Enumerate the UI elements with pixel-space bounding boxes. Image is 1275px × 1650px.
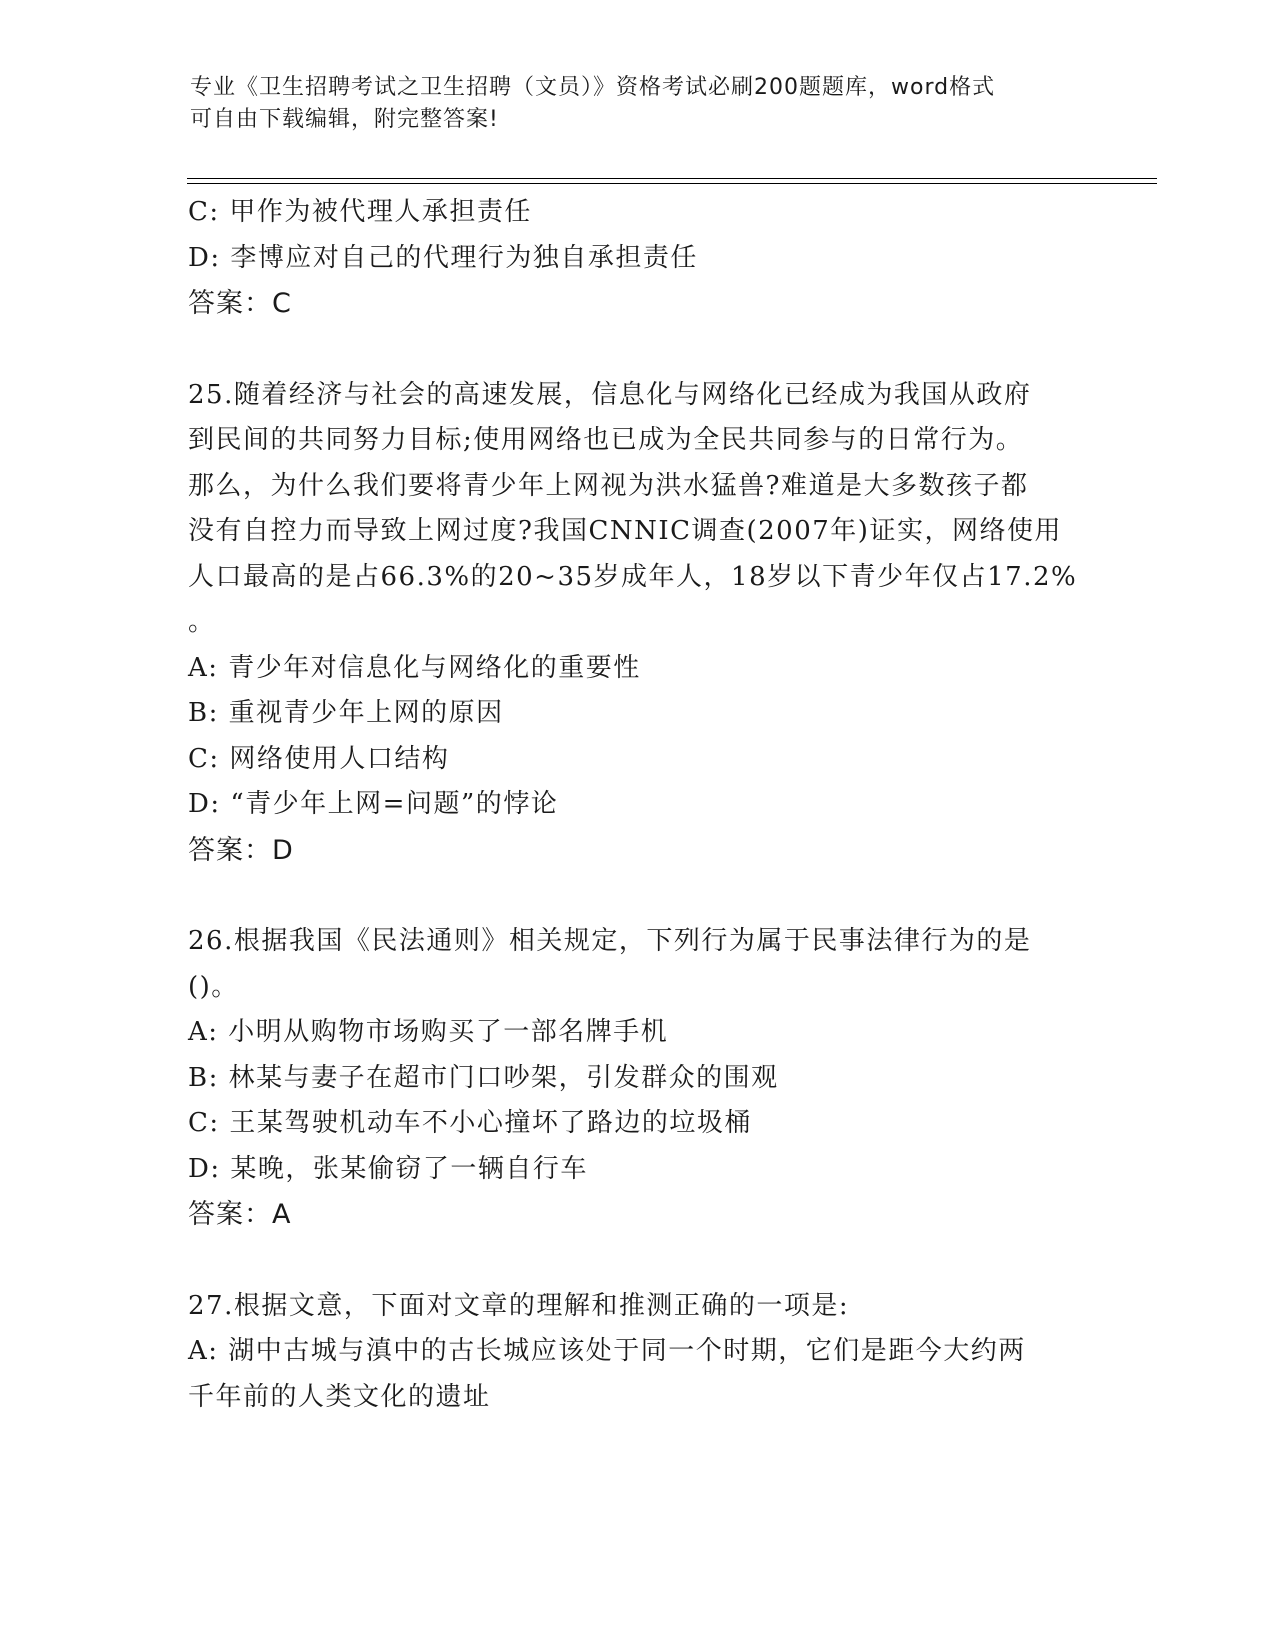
answer-line: 答案：C [188, 288, 292, 319]
option-c: C: 甲作为被代理人承担责任 [188, 197, 532, 227]
question-27 [188, 1284, 1088, 1421]
spacer [188, 873, 1088, 919]
spacer [188, 1238, 1088, 1284]
question-stem-line: 27.根据文意，下面对文章的理解和推测正确的一项是: [188, 1290, 850, 1321]
question-stem-line: 那么，为什么我们要将青少年上网视为洪水猛兽?难道是大多数孩子都 [188, 470, 1029, 501]
question-25 [188, 373, 1088, 874]
question-stem-line: 26.根据我国《民法通则》相关规定，下列行为属于民事法律行为的是 [188, 926, 1032, 956]
page-header [190, 72, 1070, 136]
question-24-tail [188, 190, 1088, 327]
answer-line: 答案：D [188, 834, 294, 866]
question-stem-line: 25.随着经济与社会的高速发展，信息化与网络化已经成为我国从政府 [188, 379, 1032, 410]
spacer [188, 327, 1088, 373]
option-a: A: 小明从购物市场购买了一部名牌手机 [188, 1017, 669, 1047]
header-divider-bottom [187, 183, 1157, 184]
header-title-line1: 专业《卫生招聘考试之卫生招聘（文员）》资格考试必刷200题题库，word格式 [190, 75, 996, 100]
option-d: D: “青少年上网=问题”的悖论 [188, 789, 559, 819]
option-c: C: 王某驾驶机动车不小心撞坏了路边的垃圾桶 [188, 1108, 752, 1138]
option-d: D: 李博应对自己的代理行为独自承担责任 [188, 242, 698, 273]
option-d: D: 某晚，张某偷窃了一辆自行车 [188, 1153, 588, 1184]
question-stem-line: 到民间的共同努力目标;使用网络也已成为全民共同参与的日常行为。 [188, 425, 1024, 455]
answer-line: 答案：A [188, 1199, 292, 1230]
question-stem-line: 。 [188, 607, 216, 637]
option-a: A: 湖中古城与滇中的古长城应该处于同一个时期，它们是距今大约两 [188, 1336, 1026, 1366]
header-title-line2: 可自由下载编辑，附完整答案! [190, 107, 499, 132]
question-stem-line: 没有自控力而导致上网过度?我国CNNIC调查(2007年)证实，网络使用 [188, 516, 1062, 546]
question-26 [188, 919, 1088, 1238]
question-content [188, 190, 1088, 1420]
option-b: B: 重视青少年上网的原因 [188, 698, 504, 728]
option-a-continuation: 千年前的人类文化的遗址 [188, 1381, 491, 1412]
question-stem-line: 人口最高的是占66.3%的20~35岁成年人，18岁以下青少年仅占17.2% [188, 561, 1078, 592]
option-a: A: 青少年对信息化与网络化的重要性 [188, 652, 641, 683]
question-stem-line: ()。 [188, 971, 239, 1002]
option-c: C: 网络使用人口结构 [188, 743, 450, 774]
option-b: B: 林某与妻子在超市门口吵架，引发群众的围观 [188, 1062, 779, 1093]
header-divider-top [187, 178, 1157, 179]
